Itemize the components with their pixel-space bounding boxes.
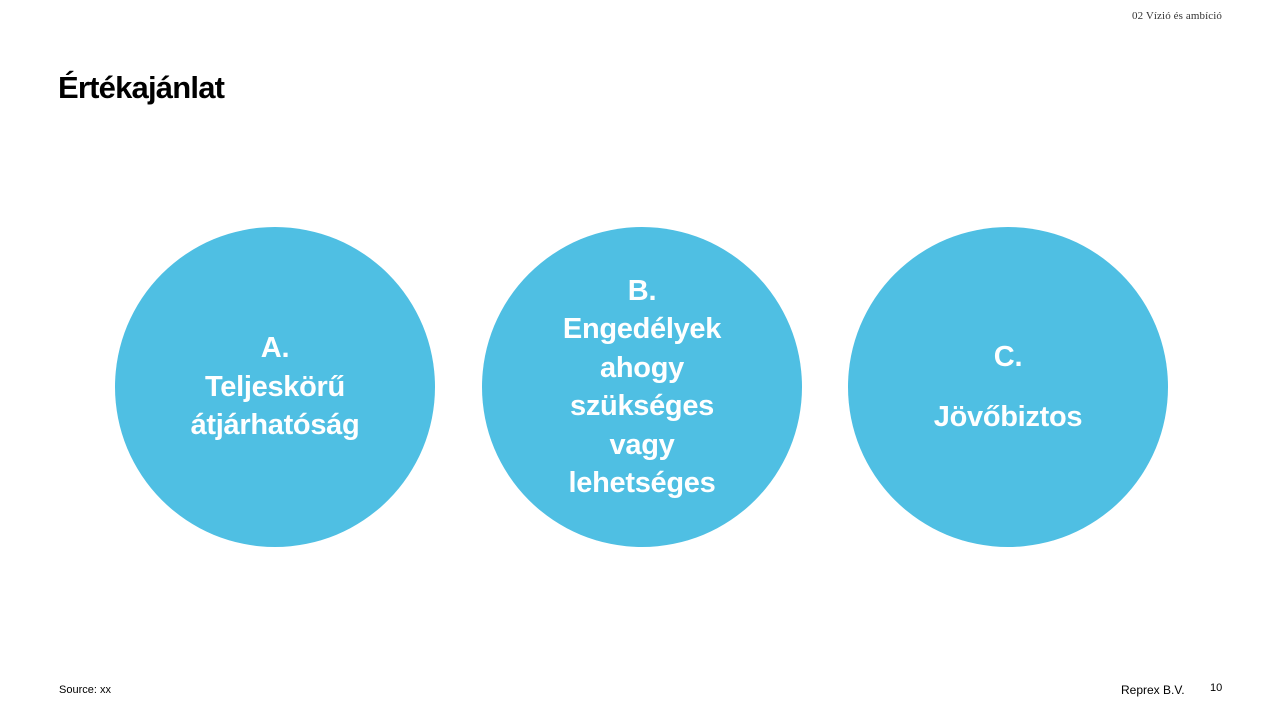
company-name: Reprex B.V.	[1121, 683, 1185, 697]
circle-c-line-1: Jövőbiztos	[933, 400, 1083, 433]
circle-b-line-3: szükséges	[570, 390, 714, 422]
value-circle-a	[115, 227, 435, 547]
circle-a-line-1: Teljeskörű	[205, 370, 345, 403]
circle-a-letter: A.	[260, 332, 290, 365]
page-title: Értékajánlat	[58, 70, 225, 105]
source-note: Source: xx	[59, 684, 111, 696]
circle-c-letter: C.	[993, 341, 1023, 373]
value-circle-b	[482, 227, 802, 547]
value-circle-c	[848, 227, 1168, 547]
circle-a-line-2: átjárhatóság	[190, 409, 360, 442]
page-number: 10	[1210, 682, 1223, 694]
circle-b-line-4: vagy	[609, 428, 675, 461]
circle-b-line-5: lehetséges	[568, 467, 716, 499]
circle-b-line-1: Engedélyek	[562, 313, 722, 345]
section-label: 02 Vízió és ambíció	[1132, 10, 1222, 22]
circle-b-letter: B.	[627, 274, 657, 307]
circle-b-line-2: ahogy	[600, 351, 684, 384]
